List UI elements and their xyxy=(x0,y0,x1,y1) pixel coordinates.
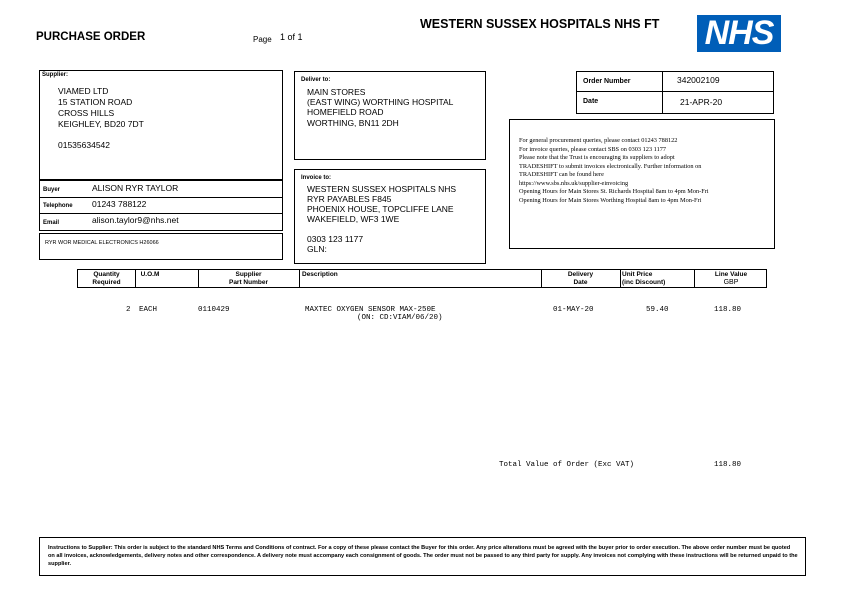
info-line: Opening Hours for Main Stores St. Richards Hospital 8am to 4pm Mon-Fri xyxy=(519,188,709,195)
order-number-label: Order Number xyxy=(583,78,631,85)
info-line: TRADESHIFT can be found here xyxy=(519,171,604,178)
deliver-to-line: WORTHING, BN11 2DH xyxy=(307,118,399,128)
supplier-label: Supplier: xyxy=(42,72,69,78)
invoice-to-line: WAKEFIELD, WF3 1WE xyxy=(307,214,400,224)
reference-text: RYR WOR MEDICAL ELECTRONICS H26066 xyxy=(45,240,159,246)
column-header-quantity: Quantity Required xyxy=(92,271,121,286)
supplier-address-line: 15 STATION ROAD xyxy=(58,97,133,107)
buyer-telephone: 01243 788122 xyxy=(92,199,147,209)
deliver-to-box xyxy=(294,71,486,160)
deliver-to-line: (EAST WING) WORTHING HOSPITAL xyxy=(307,97,454,107)
telephone-label: Telephone xyxy=(43,203,73,209)
info-line: Please note that the Trust is encouraging its suppliers to adopt xyxy=(519,154,675,161)
deliver-to-label: Deliver to: xyxy=(301,77,331,83)
date-label: Date xyxy=(583,98,599,105)
supplier-box xyxy=(39,70,283,180)
row-line-value: 118.80 xyxy=(714,306,742,314)
deliver-to-line: MAIN STORES xyxy=(307,87,366,97)
deliver-to-line: HOMEFIELD ROAD xyxy=(307,107,384,117)
supplier-instructions-text: Instructions to Supplier: This order is subject to the standard NHS Terms and Conditions of contract. For a copy of these please contact the Buyer for this order. Any price alterations must be agreed with the buyer prior to order execution. The above order number must be quoted on all invoices, acknowledgements, delivery notes and other correspondence. A delivery note must accompany each consignment of goods. The order must not be passed to any third party for supply. Any invoices not complying with these instructions will be returned unpaid to the supplier. xyxy=(48,545,798,567)
invoice-to-label: Invoice to: xyxy=(301,175,332,181)
buyer-label: Buyer xyxy=(43,187,61,193)
organisation-name: WESTERN SUSSEX HOSPITALS NHS FT xyxy=(420,17,660,31)
invoice-to-box xyxy=(294,169,486,264)
procurement-info-box xyxy=(509,119,775,249)
table-header xyxy=(77,269,767,288)
document-title: PURCHASE ORDER xyxy=(36,31,146,43)
row-description: MAXTEC OXYGEN SENSOR MAX-250E xyxy=(305,306,436,314)
order-number: 342002109 xyxy=(677,75,720,85)
info-line: TRADESHIFT to submit invoices electronically. Further information on xyxy=(519,162,702,170)
total-label: Total Value of Order (Exc VAT) xyxy=(499,461,635,469)
column-header-delivery-date: Delivery Date xyxy=(567,271,594,286)
supplier-phone: 01535634542 xyxy=(58,140,111,150)
page-number: 1 of 1 xyxy=(280,32,303,42)
row-quantity: 2 xyxy=(126,306,131,314)
supplier-address-line: CROSS HILLS xyxy=(58,108,115,118)
buyer-name: ALISON RYR TAYLOR xyxy=(92,183,179,193)
table-row xyxy=(0,306,842,326)
nhs-logo: NHS xyxy=(697,15,781,52)
column-header-supplier-part: Supplier Part Number xyxy=(228,271,268,286)
info-line: For general procurement queries, please contact 01243 788122 xyxy=(519,137,678,144)
email-label: Email xyxy=(43,220,60,226)
invoice-to-line: WESTERN SUSSEX HOSPITALS NHS xyxy=(307,184,457,194)
order-date: 21-APR-20 xyxy=(680,97,723,107)
info-line: https://www.sbs.nhs.uk/supplier-einvoicing xyxy=(519,179,629,187)
supplier-address-line: KEIGHLEY, BD20 7DT xyxy=(58,119,144,129)
column-header-uom: U.O.M xyxy=(140,271,160,278)
invoice-to-line: PHOENIX HOUSE, TOPCLIFFE LANE xyxy=(307,204,454,214)
invoice-to-line: RYR PAYABLES F845 xyxy=(307,194,392,204)
row-description-note: (ON: CD:VIAM/06/20) xyxy=(357,314,443,322)
row-uom: EACH xyxy=(139,306,158,314)
page-label: Page xyxy=(253,35,272,44)
order-info-box xyxy=(576,71,774,114)
column-header-line-value: Line Value GBP xyxy=(714,271,748,286)
column-header-description: Description xyxy=(302,271,338,278)
buyer-email: alison.taylor9@nhs.net xyxy=(92,215,179,225)
reference-box xyxy=(39,233,283,260)
info-line: For invoice queries, please contact SBS on 0303 123 1177 xyxy=(519,145,667,153)
buyer-box xyxy=(39,180,283,231)
procurement-info-text xyxy=(519,137,709,205)
row-unit-price: 59.40 xyxy=(646,306,669,314)
invoice-phone: 0303 123 1177 xyxy=(307,234,364,244)
supplier-instructions-box xyxy=(39,537,806,576)
total-value: 118.80 xyxy=(714,461,742,469)
supplier-name: VIAMED LTD xyxy=(58,86,109,96)
gln-label: GLN: xyxy=(307,244,327,254)
column-header-unit-price: Unit Price (inc Discount) xyxy=(622,271,666,286)
info-line: Opening Hours for Main Stores Worthing Hospital 8am to 4pm Mon-Fri xyxy=(519,196,702,204)
row-delivery-date: 01-MAY-20 xyxy=(553,306,594,314)
row-part-number: 0110429 xyxy=(198,306,230,314)
